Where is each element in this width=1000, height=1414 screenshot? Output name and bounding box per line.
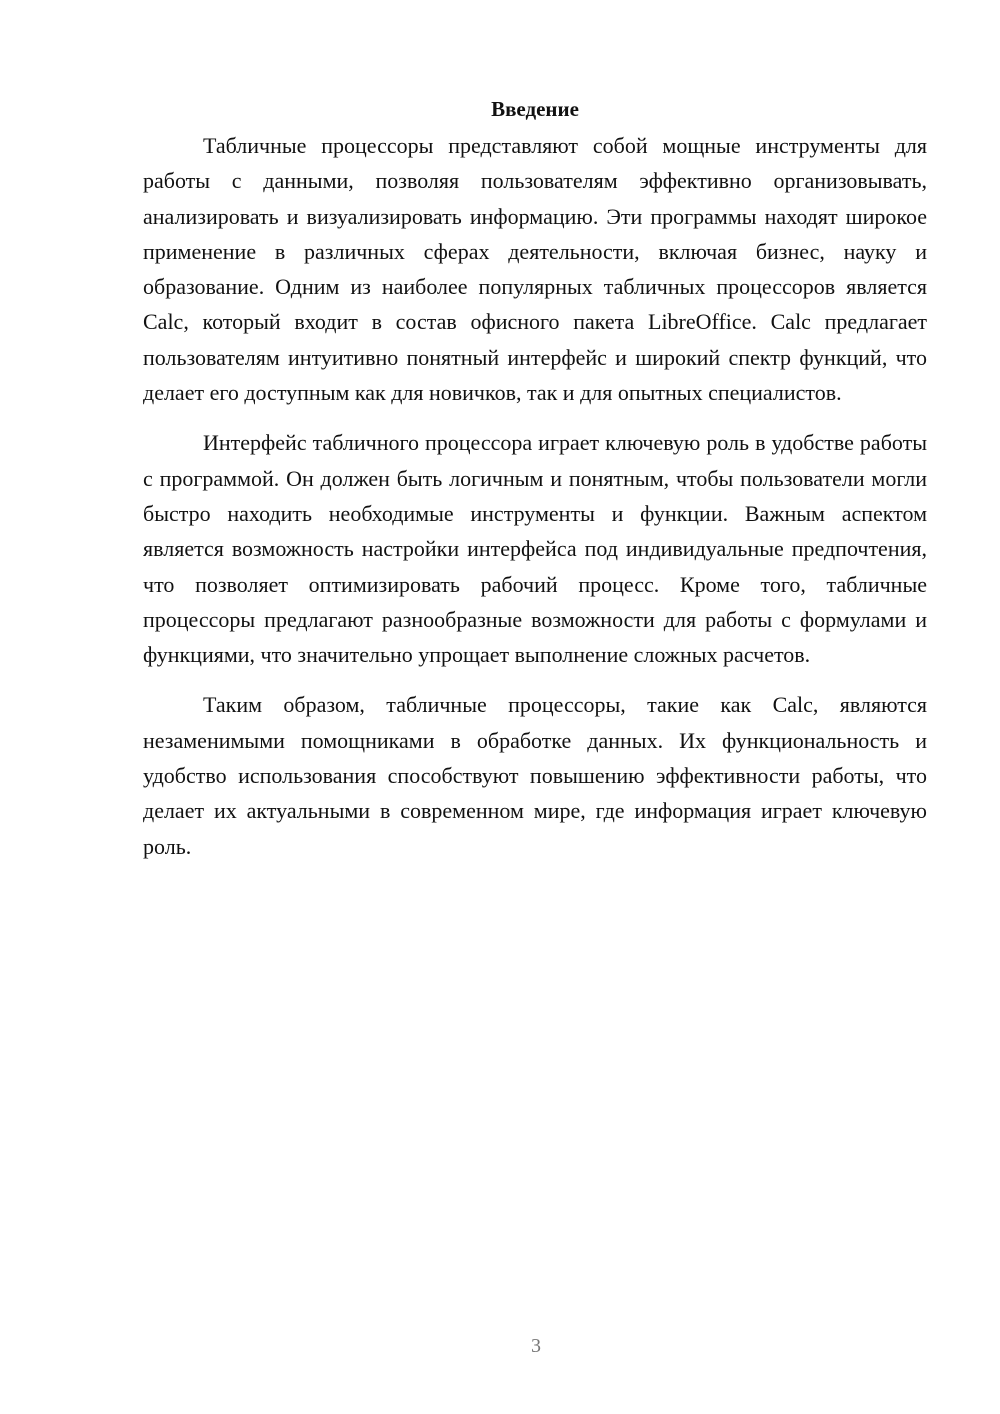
section-title: Введение [491, 97, 579, 121]
paragraph-3: Таким образом, табличные процессоры, такие как Calc, являются незаменимыми помощниками в обработке данных. Их функциональность и удобство использования способствуют повышению эффективности работы, что делает их актуальными в современном мире, где информация играет ключевую роль. [143, 692, 927, 859]
paragraph-2: Интерфейс табличного процессора играет ключевую роль в удобстве работы с программой. Он должен быть логичным и понятным, чтобы пользователи могли быстро находить необходимые инструменты и функции. Важным аспектом является возможность настройки интерфейса под индивидуальные предпочтения, что позволяет оптимизировать рабочий процесс. Кроме того, табличные процессоры предлагают разнообразные возможности для работы с формулами и функциями, что значительно упрощает выполнение сложных расчетов. [143, 430, 927, 668]
document-body [143, 92, 927, 879]
page-number: 3 [531, 1335, 541, 1357]
paragraph-1: Табличные процессоры представляют собой мощные инструменты для работы с данными, позволяя пользователям эффективно организовывать, анализировать и визуализировать информацию. Эти программы находят широкое применение в различных сферах деятельности, включая бизнес, науку и образование. Одним из наиболее популярных табличных процессоров является Calc, который входит в состав офисного пакета LibreOffice. Calc предлагает пользователям интуитивно понятный интерфейс и широкий спектр функций, что делает его доступным как для новичков, так и для опытных специалистов. [143, 133, 927, 406]
